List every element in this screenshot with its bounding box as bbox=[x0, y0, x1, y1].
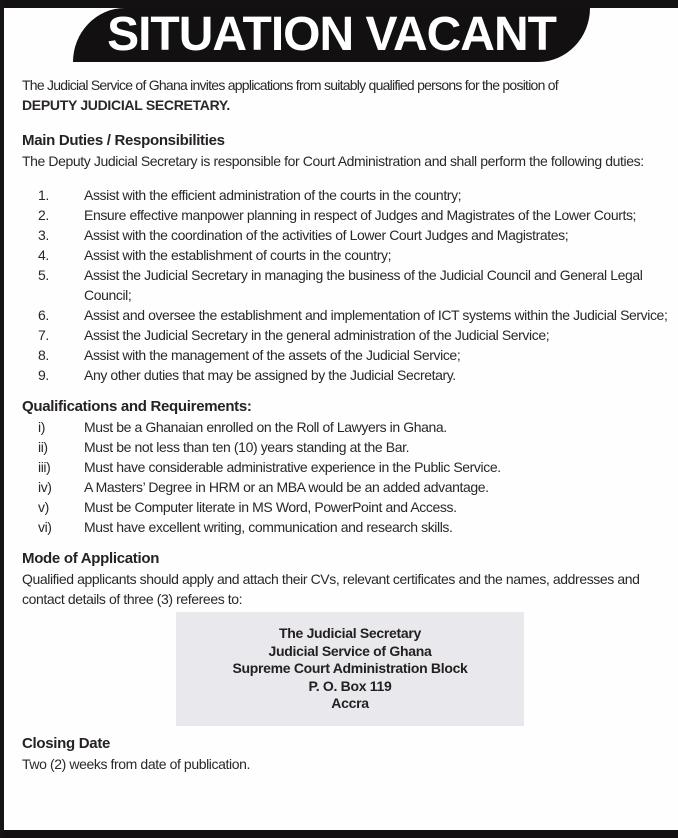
banner-ribbon bbox=[73, 8, 590, 62]
duty-item bbox=[22, 325, 670, 345]
duty-item bbox=[22, 345, 670, 365]
duty-item-text: Assist with the efficient administration of the courts in the country; bbox=[84, 187, 462, 203]
bottom-border-bar bbox=[4, 830, 678, 838]
duties-intro: The Deputy Judicial Secretary is responsible for Court Administration and shall perform the following duties: bbox=[22, 153, 644, 169]
qualification-item bbox=[22, 437, 670, 457]
qualification-item-number: ii) bbox=[38, 439, 48, 455]
qualification-item-text: Must be not less than ten (10) years standing at the Bar. bbox=[84, 439, 410, 455]
address-line: Supreme Court Administration Block bbox=[232, 660, 468, 676]
duty-item bbox=[22, 305, 670, 325]
duty-item bbox=[22, 245, 670, 265]
duty-item bbox=[22, 225, 670, 245]
qualification-item-text: A Masters’ Degree in HRM or an MBA would be an added advantage. bbox=[84, 479, 489, 495]
duty-item-number: 5. bbox=[38, 267, 49, 283]
address-line: P. O. Box 119 bbox=[308, 677, 392, 694]
qualification-item-text: Must be Computer literate in MS Word, PowerPoint and Access. bbox=[84, 499, 457, 515]
duty-item-number: 6. bbox=[38, 307, 49, 323]
intro-paragraph bbox=[22, 75, 670, 115]
qualifications-heading: Qualifications and Requirements: bbox=[22, 398, 252, 415]
duty-item-text: Assist with the coordination of the activities of Lower Court Judges and Magistrates; bbox=[84, 227, 569, 243]
top-border-bar bbox=[4, 0, 678, 8]
duty-item-text: Assist the Judicial Secretary in managing the business of the Judicial Council and General Legal Council; bbox=[84, 267, 643, 303]
qualification-item-text: Must have considerable administrative experience in the Public Service. bbox=[84, 459, 501, 475]
duty-item-text: Assist with the establishment of courts in the country; bbox=[84, 247, 392, 263]
duty-item-number: 9. bbox=[38, 367, 49, 383]
address-line: Judicial Service of Ghana bbox=[268, 642, 432, 659]
duty-item-number: 1. bbox=[38, 187, 49, 203]
address-line: The Judicial Secretary bbox=[278, 625, 422, 641]
duty-item-number: 4. bbox=[38, 247, 49, 263]
qualification-item-number: iii) bbox=[38, 459, 51, 475]
mode-of-application-heading: Mode of Application bbox=[22, 550, 160, 567]
duty-item-number: 7. bbox=[38, 327, 49, 343]
application-address-block bbox=[176, 612, 524, 726]
qualification-item bbox=[22, 517, 670, 537]
qualification-item bbox=[22, 457, 670, 477]
qualification-item-number: v) bbox=[38, 499, 49, 515]
qualification-item-number: i) bbox=[38, 419, 45, 435]
duty-item-number: 3. bbox=[38, 227, 49, 243]
qualification-item bbox=[22, 497, 670, 517]
qualification-item bbox=[22, 417, 670, 437]
duty-item-text: Assist the Judicial Secretary in the general administration of the Judicial Service; bbox=[84, 327, 550, 343]
intro-text: The Judicial Service of Ghana invites applications from suitably qualified persons for the position of bbox=[22, 77, 558, 93]
banner-title: SITUATION VACANT bbox=[107, 8, 556, 61]
duty-item-text: Assist with the management of the assets of the Judicial Service; bbox=[84, 347, 461, 363]
qualification-item bbox=[22, 477, 670, 497]
duty-item-number: 8. bbox=[38, 347, 49, 363]
closing-date-heading: Closing Date bbox=[22, 734, 111, 752]
duty-item bbox=[22, 205, 670, 225]
duty-item-text: Ensure effective manpower planning in respect of Judges and Magistrates of the Lower Courts; bbox=[84, 207, 637, 223]
duty-item bbox=[22, 265, 670, 305]
position-title: DEPUTY JUDICIAL SECRETARY. bbox=[22, 97, 230, 113]
qualification-item-text: Must be a Ghanaian enrolled on the Roll of Lawyers in Ghana. bbox=[84, 419, 447, 435]
duties-heading: Main Duties / Responsibilities bbox=[22, 132, 225, 149]
duty-item bbox=[22, 365, 670, 385]
duty-item-number: 2. bbox=[38, 207, 49, 223]
closing-date-text: Two (2) weeks from date of publication. bbox=[22, 755, 250, 772]
address-line: Accra bbox=[331, 695, 369, 711]
qualification-item-text: Must have excellent writing, communication and research skills. bbox=[84, 519, 453, 535]
duty-item-text: Any other duties that may be assigned by the Judicial Secretary. bbox=[84, 367, 456, 383]
qualifications-list bbox=[22, 417, 670, 537]
duty-item-text: Assist and oversee the establishment and implementation of ICT systems within the Judicial Service; bbox=[84, 307, 668, 323]
advert-body bbox=[4, 62, 678, 774]
duty-item bbox=[22, 185, 670, 205]
duties-list bbox=[22, 185, 670, 385]
qualification-item-number: iv) bbox=[38, 479, 52, 495]
mode-of-application-text: Qualified applicants should apply and attach their CVs, relevant certificates and the names, addresses and contact details of three (3) referees to: bbox=[22, 571, 640, 607]
qualification-item-number: vi) bbox=[38, 519, 52, 535]
